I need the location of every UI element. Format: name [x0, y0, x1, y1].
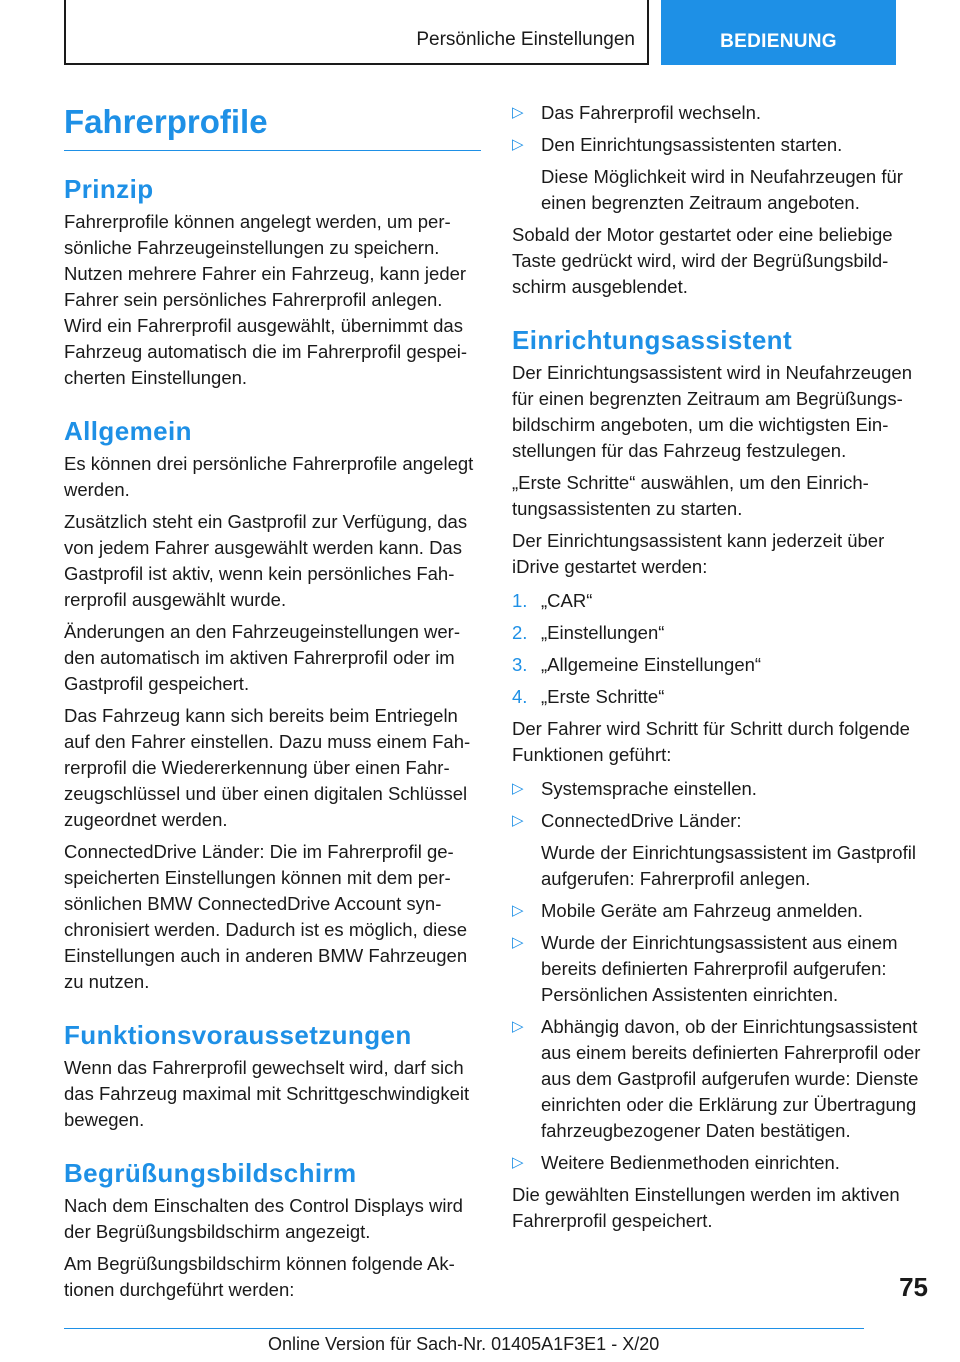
step-list	[512, 588, 928, 710]
footer-text: Online Version für Sach-Nr. 01405A1F3E1 - X/20	[268, 1334, 660, 1354]
paragraph: Der Fahrer wird Schritt für Schritt durch folgende Funktionen geführt:	[512, 718, 910, 765]
list-item: ▷ Weitere Bedienmethoden einrichten.	[512, 1150, 928, 1176]
bullet-list	[512, 100, 928, 158]
section-einrichtungsassistent	[512, 324, 928, 1234]
list-item: 3. „Allgemeine Einstellungen“	[512, 652, 928, 678]
paragraph: Wenn das Fahrerprofil gewechselt wird, darf sich das Fahrzeug maximal mit Schrittgeschwindigkeit bewegen.	[64, 1057, 470, 1130]
step-number: 4.	[512, 686, 528, 707]
function-list	[512, 776, 928, 834]
step-number: 2.	[512, 622, 528, 643]
heading-begruessungsbildschirm: Begrüßungsbildschirm	[64, 1158, 357, 1188]
list-item: 4. „Erste Schritte“	[512, 684, 928, 710]
right-column	[512, 100, 928, 1258]
heading-einrichtungsassistent: Einrichtungsassistent	[512, 325, 793, 355]
triangle-bullet-icon: ▷	[512, 780, 524, 797]
paragraph: Am Begrüßungsbildschirm können folgende Aktionen durchgeführt werden:	[64, 1253, 455, 1300]
bullet-note: Diese Möglichkeit wird in Neufahrzeugen für einen begrenzten Zeitraum angeboten.	[541, 166, 903, 213]
paragraph: Die gewählten Einstellungen werden im aktiven Fahrerprofil gespeichert.	[512, 1184, 900, 1231]
triangle-bullet-icon: ▷	[512, 1018, 524, 1035]
list-item: ▷ Den Einrichtungsassistenten starten.	[512, 132, 928, 158]
paragraph: Der Einrichtungsassistent wird in Neufahrzeugen für einen begrenzten Zeitraum am Begrüßungsbildschirm angeboten, um die wichtigsten Einstellungen für das Fahrzeug festzulegen.	[512, 362, 913, 461]
step-number: 1.	[512, 590, 528, 611]
section-funktionsvoraussetzungen	[64, 1019, 481, 1133]
heading-prinzip: Prinzip	[64, 174, 154, 204]
page-number: 75	[899, 1272, 928, 1302]
step-number: 3.	[512, 654, 528, 675]
paragraph: Nach dem Einschalten des Control Displays wird der Begrüßungsbildschirm angezeigt.	[64, 1195, 463, 1242]
section-header-box	[64, 0, 649, 65]
triangle-bullet-icon: ▷	[512, 1154, 524, 1171]
heading-funktionsvoraussetzungen: Funktionsvoraussetzungen	[64, 1020, 412, 1050]
paragraph: Sobald der Motor gestartet oder eine beliebige Taste gedrückt wird, wird der Begrüßungsbildschirm ausgeblendet.	[512, 224, 893, 297]
paragraph: ConnectedDrive Länder: Die im Fahrerprofil gespeicherten Einstellungen können mit dem persönlichen BMW ConnectedDrive Account synchronisiert werden. Dadurch ist es möglich, diese Einstellungen auch in anderen BMW Fahrzeugen zu nutzen.	[64, 841, 468, 992]
section-begruessungsbildschirm	[64, 1157, 481, 1303]
chapter-title: BEDIENUNG	[720, 31, 837, 52]
list-item: ▷ Systemsprache einstellen.	[512, 776, 928, 802]
page-title: Fahrerprofile	[64, 100, 481, 151]
list-item: ▷ Mobile Geräte am Fahrzeug anmelden.	[512, 898, 928, 924]
paragraph: Es können drei persönliche Fahrerprofile angelegt werden.	[64, 453, 474, 500]
footer-divider	[64, 1328, 864, 1329]
chapter-tab[interactable]	[661, 0, 896, 65]
heading-allgemein: Allgemein	[64, 416, 192, 446]
paragraph: Änderungen an den Fahrzeugeinstellungen werden automatisch im aktiven Fahrerprofil oder im Gastprofil gespeichert.	[64, 621, 460, 694]
paragraph: „Erste Schritte“ auswählen, um den Einrichtungsassistenten zu starten.	[512, 472, 869, 519]
list-item: ▷ Wurde der Einrichtungsassistent aus einem bereits definierten Fahrerprofil aufgerufen: Persönlichen Assistenten einrichten.	[512, 932, 898, 1005]
bullet-note: Wurde der Einrichtungsassistent im Gastprofil aufgerufen: Fahrerprofil anlegen.	[541, 842, 916, 889]
paragraph: Fahrerprofile können angelegt werden, um persönliche Fahrzeugeinstellungen zu speichern. Nutzen mehrere Fahrer ein Fahrzeug, kann jeder Fahrer sein persönliches Fahrerprofil anlegen. Wird ein Fahrerprofil ausgewählt, übernimmt das Fahrzeug automatisch die im Fahrerprofil gespeicherten Einstellungen.	[64, 211, 468, 388]
paragraph: Das Fahrzeug kann sich bereits beim Entriegeln auf den Fahrer einstellen. Dazu muss einem Fahrerprofil die Wiedererkennung über einen Fahrzeugschlüssel und über einen digitalen Schlüssel zugeordnet werden.	[64, 705, 471, 830]
section-title: Persönliche Einstellungen	[416, 29, 635, 50]
section-prinzip	[64, 173, 481, 391]
list-item: ▷ ConnectedDrive Länder:	[512, 808, 928, 834]
triangle-bullet-icon: ▷	[512, 104, 524, 121]
function-list-continued	[512, 898, 928, 1176]
page-header	[64, 0, 896, 65]
triangle-bullet-icon: ▷	[512, 812, 524, 829]
triangle-bullet-icon: ▷	[512, 136, 524, 153]
list-item: 1. „CAR“	[512, 588, 928, 614]
paragraph: Der Einrichtungsassistent kann jederzeit über iDrive gestartet werden:	[512, 530, 885, 577]
triangle-bullet-icon: ▷	[512, 902, 524, 919]
triangle-bullet-icon: ▷	[512, 934, 524, 951]
left-column	[64, 100, 481, 1327]
section-allgemein	[64, 415, 481, 995]
paragraph: Zusätzlich steht ein Gastprofil zur Verfügung, das von jedem Fahrer ausgewählt werden kann. Das Gastprofil ist aktiv, wenn kein persönliches Fahrerprofil ausgewählt wurde.	[64, 511, 468, 610]
list-item: ▷ Abhängig davon, ob der Einrichtungsassistent aus einem bereits definierten Fahrerprofil oder aus dem Gastprofil aufgerufen wurde: Dienste einrichten oder die Erklärung zur Übertragung fahrzeugbezogener Daten bestätigen.	[512, 1016, 921, 1141]
list-item: ▷ Das Fahrerprofil wechseln.	[512, 100, 928, 126]
list-item: 2. „Einstellungen“	[512, 620, 928, 646]
